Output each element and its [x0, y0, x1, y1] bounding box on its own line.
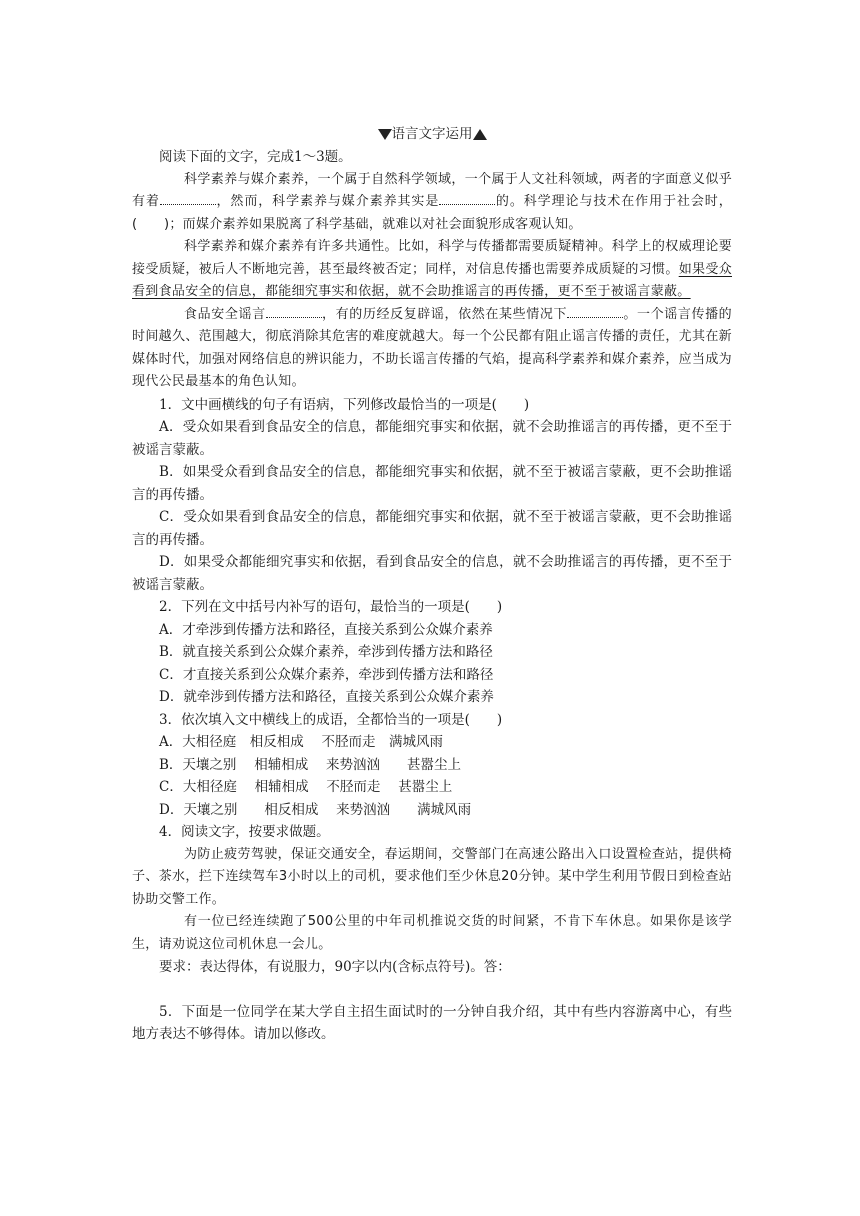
question-1-option-c: C．受众如果看到食品安全的信息，都能细究事实和依据，就不至于被谣言蒙蔽，更不会助推谣言的再传播。: [132, 509, 732, 548]
triangle-down-icon: [378, 129, 392, 140]
passage-paragraph-3: 食品安全谣言 ，有的历经反复辟谣，依然在某些情况下 。一个谣言传播的时间越久、范围越大，彻底消除其危害的难度就越大。每一个公民都有阻止谣言传播的责任，尤其在新媒体时代，加强对网络信息的辨识能力，不助长谣言传播的气焰，提高科学素养和媒介素养，应当成为现代公民最基本的角色认知。: [132, 304, 732, 394]
question-1-option-a: A．受众如果看到食品安全的信息，都能细究事实和依据，就不会助推谣言的再传播，更不至于被谣言蒙蔽。: [132, 419, 732, 458]
fill-blank-4: [567, 304, 623, 318]
question-4-requirement: 要求：表达得体，有说服力，90字以内(含标点符号)。答：: [159, 959, 511, 975]
question-3-option-a: A．大相径庭 相反相成 不胫而走 满城风雨: [159, 734, 444, 750]
question-2-stem: 2．下列在文中括号内补写的语句，最恰当的一项是( ): [159, 599, 503, 615]
question-3-option-b: B．天壤之别 相辅相成 来势汹汹 甚嚣尘上: [159, 756, 462, 773]
document-page: [132, 124, 732, 1046]
question-1-stem: 1．文中画横线的句子有语病，下列修改最恰当的一项是( ): [159, 396, 530, 413]
triangle-up-icon: [473, 129, 487, 140]
section-title-text: 语言文字运用: [391, 126, 473, 142]
intro-text: 阅读下面的文字，完成1～3题。: [159, 149, 352, 165]
section-title: [132, 124, 732, 144]
question-4-paragraph-1: 为防止疲劳驾驶，保证交通安全，春运期间，交警部门在高速公路出入口设置检查站，提供椅子、茶水，拦下连续驾车3小时以上的司机，要求他们至少休息20分钟。某中学生利用节假日到检查站协助交警工作。: [132, 846, 732, 907]
question-3-option-d: D．天壤之别 相反相成 来势汹汹 满城风雨: [159, 801, 472, 818]
fill-blank-3: [266, 304, 322, 318]
question-2-option-d: D．就牵涉到传播方法和路径，直接关系到公众媒介素养: [159, 689, 494, 705]
question-3-option-c: C．大相径庭 相辅相成 不胫而走 甚嚣尘上: [159, 779, 453, 795]
question-4-stem: 4．阅读文字，按要求做题。: [159, 824, 330, 840]
question-5-stem: 5．下面是一位同学在某大学自主招生面试时的一分钟自我介绍，其中有些内容游离中心，有些地方表达不够得体。请加以修改。: [132, 1003, 732, 1042]
answer-space: [132, 979, 732, 1001]
fill-blank-2: [439, 191, 495, 205]
question-1-option-d: D．如果受众都能细究事实和依据，看到食品安全的信息，就不会助推谣言的再传播，更不至于被谣言蒙蔽。: [132, 554, 732, 593]
underlined-sentence: 如果受众看到食品安全的信息，都能细究事实和依据，就不会助推谣言的再传播，更不至于被谣言蒙蔽。: [132, 261, 732, 299]
question-2-option-b: B．就直接关系到公众媒介素养，牵涉到传播方法和路径: [159, 644, 493, 660]
question-4-paragraph-2: 有一位已经连续跑了500公里的中年司机推说交货的时间紧，不肯下车休息。如果你是该学生，请劝说这位司机休息一会儿。: [132, 914, 732, 952]
question-2-option-a: A．才牵涉到传播方法和路径，直接关系到公众媒介素养: [159, 621, 493, 638]
question-1-option-b: B．如果受众看到食品安全的信息，都能细究事实和依据，就不至于被谣言蒙蔽，更不会助推谣言的再传播。: [132, 464, 732, 503]
passage-paragraph-1: 科学素养与媒介素养，一个属于自然科学领域，一个属于人文社科领域，两者的字面意义似乎有着 ，然而，科学素养与媒介素养其实是 的。科学理论与技术在作用于社会时，( )；而媒介素养如果脱离了科学基础，就难以对社会面貌形成客观认知。: [132, 171, 732, 232]
passage-paragraph-2: 科学素养和媒介素养有许多共通性。比如，科学与传播都需要质疑精神。科学上的权威理论要接受质疑，被后人不断地完善，甚至最终被否定；同样，对信息传播也需要养成质疑的习惯。如果受众看到食品安全的信息，都能细究事实和依据，就不会助推谣言的再传播，更不至于被谣言蒙蔽。: [132, 239, 732, 299]
fill-blank-1: [160, 191, 216, 205]
question-3-stem: 3．依次填入文中横线上的成语，全都恰当的一项是( ): [159, 711, 503, 728]
question-2-option-c: C．才直接关系到公众媒介素养，牵涉到传播方法和路径: [159, 666, 494, 683]
